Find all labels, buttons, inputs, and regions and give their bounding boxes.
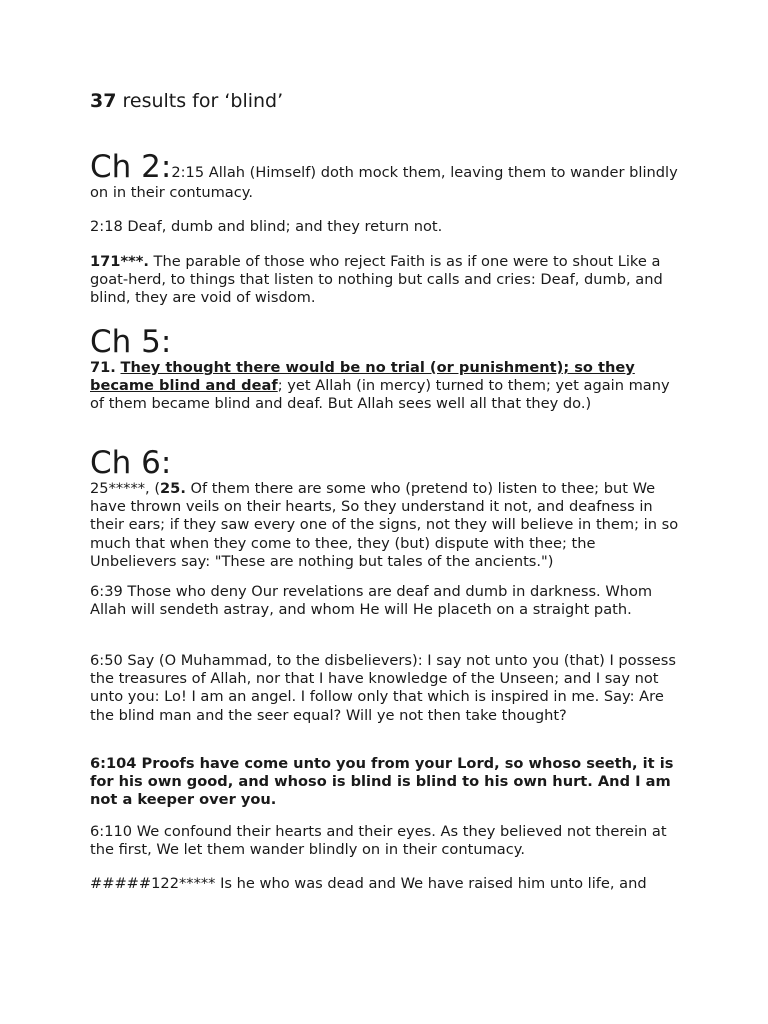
verse-25-text: Of them there are some who (pretend to) listen to thee; but We have thrown veils on their hearts, So they understand it not, and deafness in their ears; if they saw every one of the signs, not they will believe in them; in so much that when they come to thee, they (but) dispute with thee; the Unbelievers say: "These are nothing but tales of the ancients.") xyxy=(90,480,679,570)
verse-171-ref: 171***. xyxy=(90,253,149,270)
ch2-verse-2-18: 2:18 Deaf, dumb and blind; and they return not. xyxy=(90,218,443,235)
verse-71-text: ; yet Allah (in mercy) turned to them; yet again many of them became blind and deaf. But Allah sees well all that they do.) xyxy=(90,377,670,413)
chapter-heading-6: Ch 6: xyxy=(90,445,172,481)
ch6-verse-6-110: 6:110 We confound their hearts and their eyes. As they believed not therein at the first, We let them wander blindly on in their contumacy. xyxy=(90,823,667,859)
verse-25-prefix: 25*****, ( xyxy=(90,480,161,497)
verse-71-emphasis: They thought there would be no trial (or punishment); so they became blind and deaf xyxy=(90,359,635,395)
chapter-heading-2: Ch 2: xyxy=(90,149,172,185)
ch6-verse-6-50: 6:50 Say (O Muhammad, to the disbelievers): I say not unto you (that) I possess the treasures of Allah, nor that I have knowledge of the Unseen; and I say not unto you: Lo! I am an angel. I follow only that which is inspired in me. Say: Are the blind man and the seer equal? Will ye not then take thought? xyxy=(90,652,676,724)
verse-2-15-text: 2:15 Allah (Himself) doth mock them, leaving them to wander blindly on in their contumacy. xyxy=(90,164,678,201)
ch6-verse-6-39: 6:39 Those who deny Our revelations are deaf and dumb in darkness. Whom Allah will sendeth astray, and whom He will He placeth on a straight path. xyxy=(90,583,653,619)
chapter-heading-5: Ch 5: xyxy=(90,324,172,360)
ch5-verse-71 xyxy=(90,359,682,414)
ch6-verse-6-104: 6:104 Proofs have come unto you from your Lord, so whoso seeth, it is for his own good, and whoso is blind is blind to his own hurt. And I am not a keeper over you. xyxy=(90,755,674,809)
verse-25-ref: 25. xyxy=(160,480,186,497)
ch6-verse-122: #####122***** Is he who was dead and We have raised him unto life, and xyxy=(90,875,647,892)
ch6-verse-25 xyxy=(90,480,682,571)
verse-171-text: The parable of those who reject Faith is as if one were to shout Like a goat-herd, to things that listen to nothing but calls and cries: Deaf, dumb, and blind, they are void of wisdom. xyxy=(90,253,663,307)
ch2-verse-171 xyxy=(90,253,682,308)
results-label: results for ‘blind’ xyxy=(116,90,284,112)
ch2-verse-2-15 xyxy=(90,150,682,202)
verse-71-ref: 71. xyxy=(90,359,116,376)
results-heading xyxy=(90,90,283,112)
results-count: 37 xyxy=(90,90,117,112)
